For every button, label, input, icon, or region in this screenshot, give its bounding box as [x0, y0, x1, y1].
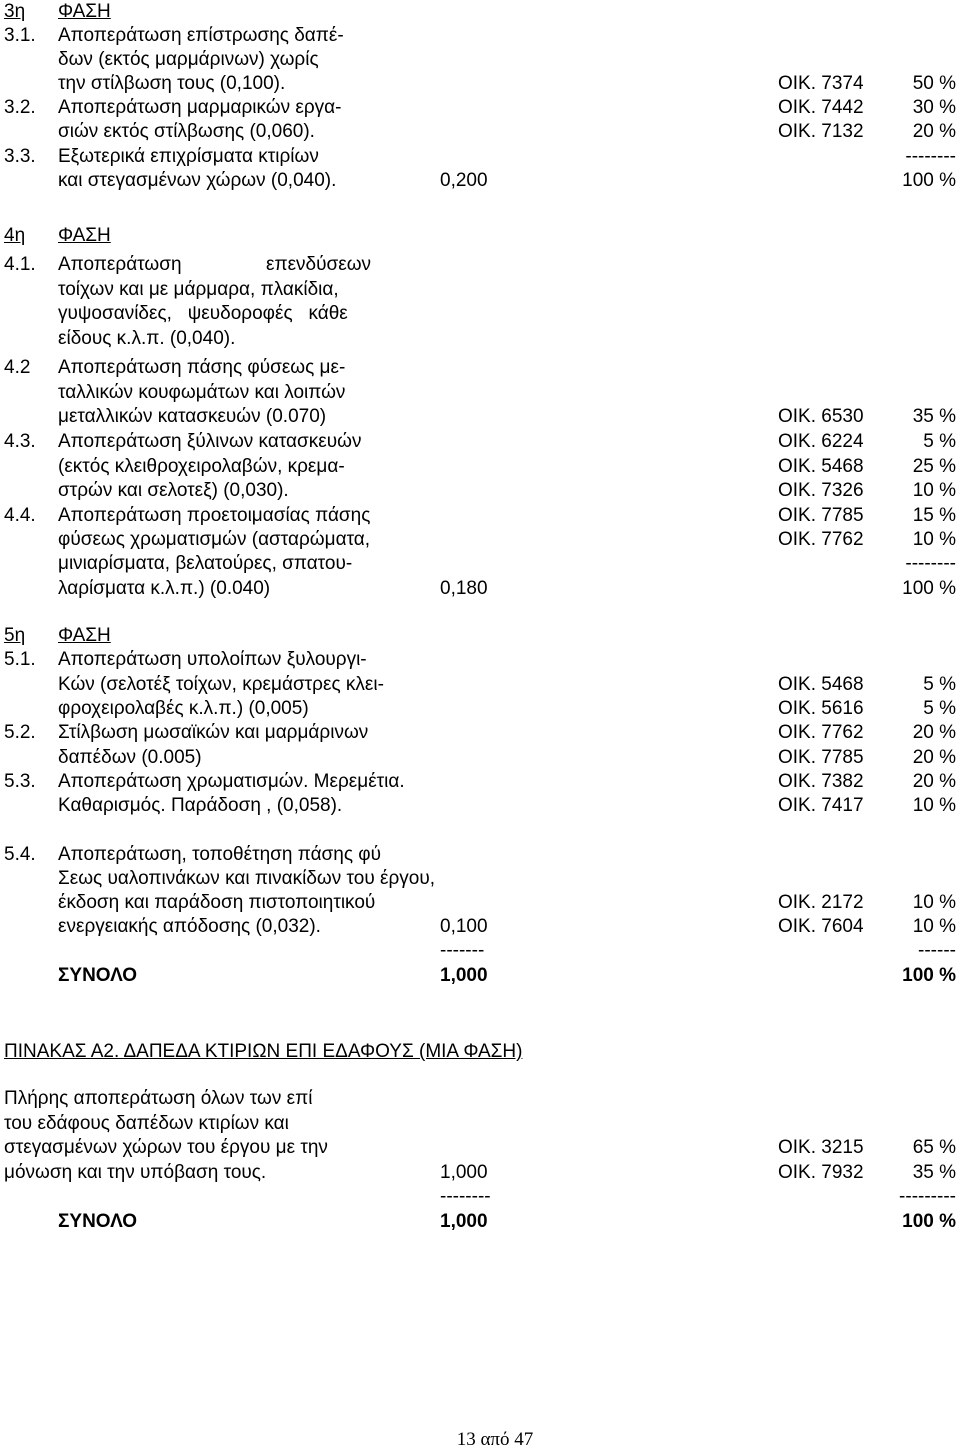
item-row [0, 1161, 960, 1185]
item-row [0, 48, 960, 72]
item-text: στρών και σελοτεξ) (0,030). [58, 480, 289, 501]
item-number: 3.3. [4, 146, 36, 167]
item-row [0, 96, 960, 120]
item-text: ταλλικών κουφωμάτων και λοιπών [58, 382, 346, 403]
oik-code: ΟΙΚ. 7762 [778, 722, 864, 743]
oik-code: ΟΙΚ. 6530 [778, 406, 864, 427]
item-row [0, 552, 960, 576]
phase-label: ΦΑΣΗ [58, 625, 111, 646]
item-text: Αποπεράτωση προετοιμασίας πάσης [58, 505, 371, 526]
oik-code: ΟΙΚ. 7326 [778, 480, 864, 501]
item-row [0, 891, 960, 915]
item-row [0, 24, 960, 48]
percentage: 5 % [923, 431, 956, 452]
item-text: σιών εκτός στίλβωσης (0,060). [58, 121, 315, 142]
percentage: 15 % [912, 505, 956, 526]
phase-weight: 0,200 [440, 170, 488, 191]
item-row [0, 356, 960, 380]
item-text: Αποπεράτωση, τοποθέτηση πάσης φύ [58, 844, 381, 865]
item-row [0, 120, 960, 144]
item-row [0, 770, 960, 794]
separator-dashes: ------ [918, 940, 956, 961]
oik-code: ΟΙΚ. 2172 [778, 892, 864, 913]
item-row [0, 915, 960, 939]
percentage: 20 % [912, 771, 956, 792]
item-number: 4.3. [4, 431, 36, 452]
item-row [0, 1112, 960, 1136]
item-row [0, 867, 960, 891]
oik-code: ΟΙΚ. 7442 [778, 97, 864, 118]
percentage: 10 % [912, 795, 956, 816]
item-row [0, 648, 960, 672]
item-text: Αποπεράτωση επίστρωσης δαπέ- [58, 25, 344, 46]
percentage: 35 % [912, 406, 956, 427]
oik-code: ΟΙΚ. 5468 [778, 456, 864, 477]
item-number: 5.3. [4, 771, 36, 792]
item-row [0, 455, 960, 479]
item-row [0, 577, 960, 601]
total-row [0, 1210, 960, 1234]
oik-code: ΟΙΚ. 7382 [778, 771, 864, 792]
item-row [0, 72, 960, 96]
separator-dashes: -------- [440, 1186, 491, 1207]
item-text: Στίλβωση μωσαϊκών και μαρμάρινων [58, 722, 369, 743]
phase-weight: 0,100 [440, 916, 488, 937]
table-title-main: ΔΑΠΕΔΑ ΚΤΙΡΙΩΝ ΕΠΙ ΕΔΑΦΟΥΣ (ΜΙΑ ΦΑΣΗ) [123, 1041, 523, 1062]
item-row [0, 381, 960, 405]
percentage: 10 % [912, 916, 956, 937]
table-a2-title [0, 1040, 960, 1064]
table-title [4, 1040, 522, 1064]
item-row [0, 721, 960, 745]
total-label: ΣΥΝΟΛΟ [58, 1211, 138, 1232]
item-number: 4.2 [4, 357, 31, 378]
item-row [0, 327, 960, 351]
item-text: φύσεως χρωματισμών (ασταρώματα, [58, 529, 371, 550]
total-label: ΣΥΝΟΛΟ [58, 965, 138, 986]
oik-code: ΟΙΚ. 3215 [778, 1137, 864, 1158]
total-percentage: 100 % [902, 965, 956, 986]
oik-code: ΟΙΚ. 7604 [778, 916, 864, 937]
phase-number: 5η [4, 625, 26, 646]
separator-dashes: --------- [899, 1186, 956, 1207]
item-text: γυψοσανίδες, ψευδοροφές κάθε [58, 303, 348, 324]
percentage: 30 % [912, 97, 956, 118]
percentage-total: 100 % [902, 578, 956, 599]
percentage: 5 % [923, 674, 956, 695]
separator-dashes: -------- [905, 146, 956, 167]
percentage: 5 % [923, 698, 956, 719]
phase-weight: 0,180 [440, 578, 488, 599]
item-row [0, 1136, 960, 1160]
item-number: 4.1. [4, 254, 36, 275]
item-row [0, 673, 960, 697]
phase5-heading [0, 624, 960, 648]
item-text: Αποπεράτωση υπολοίπων ξυλουργι- [58, 649, 367, 670]
item-text: και στεγασμένων χώρων (0,040). [58, 170, 337, 191]
total-weight: 1,000 [440, 965, 488, 986]
separator-dashes: ------- [440, 940, 485, 961]
item-row [0, 1087, 960, 1111]
item-row [0, 145, 960, 169]
item-text: δων (εκτός μαρμάρινων) χωρίς [58, 49, 319, 70]
item-row [0, 504, 960, 528]
item-text: τοίχων και με μάρμαρα, πλακίδια, [58, 279, 339, 300]
phase4-heading [0, 224, 960, 248]
oik-code: ΟΙΚ. 5616 [778, 698, 864, 719]
item-text: μόνωση και την υπόβαση τους. [4, 1162, 267, 1183]
percentage: 10 % [912, 529, 956, 550]
phase-label: ΦΑΣΗ [58, 1, 111, 22]
percentage: 25 % [912, 456, 956, 477]
item-row [0, 697, 960, 721]
item-text: Πλήρης αποπεράτωση όλων των επί [4, 1088, 313, 1109]
separator-row [0, 939, 960, 963]
item-text: Αποπεράτωση μαρμαρικών εργα- [58, 97, 342, 118]
item-row [0, 479, 960, 503]
item-row [0, 253, 960, 277]
oik-code: ΟΙΚ. 7932 [778, 1162, 864, 1183]
item-number: 3.1. [4, 25, 36, 46]
item-row [0, 430, 960, 454]
phase-number: 3η [4, 1, 26, 22]
item-row [0, 169, 960, 193]
oik-code: ΟΙΚ. 5468 [778, 674, 864, 695]
item-row [0, 302, 960, 326]
item-text: Καθαρισμός. Παράδοση , (0,058). [58, 795, 343, 816]
item-text: στεγασμένων χώρων του έργου με την [4, 1137, 328, 1158]
item-text: μεταλλικών κατασκευών (0.070) [58, 406, 327, 427]
oik-code: ΟΙΚ. 7785 [778, 505, 864, 526]
percentage: 20 % [912, 121, 956, 142]
total-row [0, 964, 960, 988]
item-number: 3.2. [4, 97, 36, 118]
item-text: την στίλβωση τους (0,100). [58, 73, 286, 94]
oik-code: ΟΙΚ. 7785 [778, 747, 864, 768]
oik-code: ΟΙΚ. 7762 [778, 529, 864, 550]
item-text: ενεργειακής απόδοσης (0,032). [58, 916, 321, 937]
item-row [0, 528, 960, 552]
item-text: έκδοση και παράδοση πιστοποιητικού [58, 892, 376, 913]
oik-code: ΟΙΚ. 7132 [778, 121, 864, 142]
percentage: 65 % [912, 1137, 956, 1158]
percentage: 20 % [912, 722, 956, 743]
item-number: 4.4. [4, 505, 36, 526]
item-text: Αποπεράτωση επενδύσεων [58, 254, 372, 275]
phase-weight: 1,000 [440, 1162, 488, 1183]
total-percentage: 100 % [902, 1211, 956, 1232]
item-text: δαπέδων (0.005) [58, 747, 202, 768]
item-row [0, 746, 960, 770]
phase-label: ΦΑΣΗ [58, 225, 111, 246]
item-row [0, 843, 960, 867]
item-text: Σεως υαλοπινάκων και πινακίδων του έργου, [58, 868, 436, 889]
item-text: (εκτός κλειθροχειρολαβών, κρεμα- [58, 456, 345, 477]
item-number: 5.4. [4, 844, 36, 865]
item-row [0, 278, 960, 302]
page-number: 13 από 47 [456, 1429, 534, 1450]
separator-dashes: -------- [905, 553, 956, 574]
item-row [0, 794, 960, 818]
percentage: 10 % [912, 892, 956, 913]
item-text: μινιαρίσματα, βελατούρες, σπατου- [58, 553, 353, 574]
total-weight: 1,000 [440, 1211, 488, 1232]
item-text: Αποπεράτωση χρωματισμών. Μερεμέτια. [58, 771, 405, 792]
item-text: Κών (σελοτέξ τοίχων, κρεμάστρες κλει- [58, 674, 384, 695]
item-text: λαρίσματα κ.λ.π.) (0.040) [58, 578, 271, 599]
item-number: 5.1. [4, 649, 36, 670]
item-number: 5.2. [4, 722, 36, 743]
oik-code: ΟΙΚ. 7374 [778, 73, 864, 94]
percentage: 35 % [912, 1162, 956, 1183]
separator-row [0, 1185, 960, 1209]
oik-code: ΟΙΚ. 7417 [778, 795, 864, 816]
item-text: του εδάφους δαπέδων κτιρίων και [4, 1113, 289, 1134]
item-text: είδους κ.λ.π. (0,040). [58, 328, 236, 349]
phase3-heading [0, 0, 960, 24]
item-text: Αποπεράτωση πάσης φύσεως με- [58, 357, 346, 378]
percentage: 50 % [912, 73, 956, 94]
percentage-total: 100 % [902, 170, 956, 191]
oik-code: ΟΙΚ. 6224 [778, 431, 864, 452]
percentage: 10 % [912, 480, 956, 501]
table-title-prefix: ΠΙΝΑΚΑΣ Α2. [4, 1041, 124, 1062]
item-text: Αποπεράτωση ξύλινων κατασκευών [58, 431, 362, 452]
item-text: φροχειρολαβές κ.λ.π.) (0,005) [58, 698, 309, 719]
phase-number: 4η [4, 225, 26, 246]
percentage: 20 % [912, 747, 956, 768]
item-row [0, 405, 960, 429]
item-text: Εξωτερικά επιχρίσματα κτιρίων [58, 146, 319, 167]
